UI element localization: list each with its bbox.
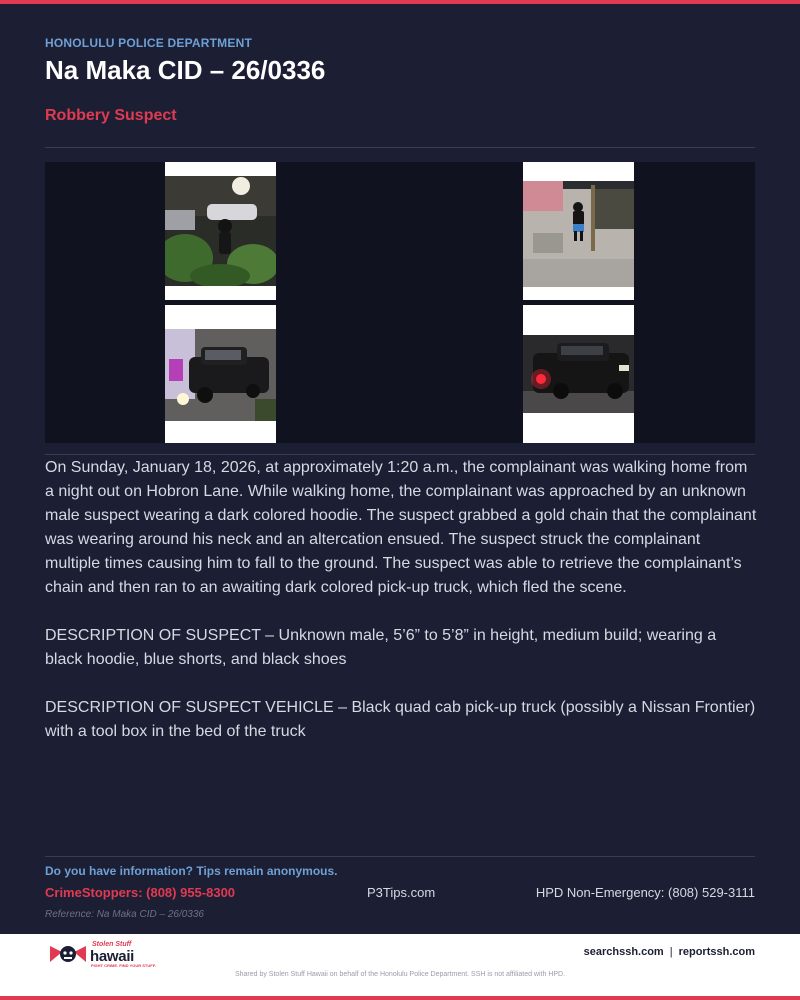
logo-mark-icon [48,942,88,966]
divider [45,147,755,148]
suspect-description: DESCRIPTION OF SUSPECT – Unknown male, 5’6” to 5’8” in height, medium build; wearing a black hoodie, blue shorts, and black shoes [45,627,717,668]
footer-links [584,946,755,958]
logo-text-small: Stolen Stuff [92,941,132,948]
incident-description: On Sunday, January 18, 2026, at approximately 1:20 a.m., the complainant was walking home from a night out on Hobron Lane. While walking home, the complainant was approached by an unknown male suspect wearing a dark colored hoodie. The suspect grabbed a gold chain that the complainant was wearing around his neck and an altercation ensued. The suspect struck the complainant multiple times causing him to fall to the ground. The suspect was able to retrieve the complainant’s chain and then ran to an awaiting dark colored pick-up truck, which fled the scene. [45,459,757,596]
disclaimer: Shared by Stolen Stuff Hawaii on behalf of the Honolulu Police Department. SSH is not affiliated with HPD. [234,971,566,978]
logo-text-big: hawaii [90,948,135,965]
searchssh-link[interactable]: searchssh.com [583,946,664,958]
stolen-stuff-hawaii-logo[interactable] [48,940,158,968]
case-reference: Reference: Na Maka CID – 26/0336 [45,909,204,920]
tips-prompt: Do you have information? Tips remain anonymous. [45,864,338,878]
incident-type: Robbery Suspect [45,107,177,124]
pickup-truck-night-photo[interactable] [165,305,276,443]
top-accent-bar [0,0,800,4]
pickup-truck-taillights-photo[interactable] [523,305,634,443]
vehicle-description: DESCRIPTION OF SUSPECT VEHICLE – Black quad cab pick-up truck (possibly a Nissan Frontier) with a tool box in the bed of the truck [45,699,756,740]
divider [45,454,755,455]
suspect-walking-plants-photo[interactable] [165,162,276,300]
photo-gallery [45,162,755,443]
suspect-sidewalk-photo[interactable] [523,162,634,300]
department-label: HONOLULU POLICE DEPARTMENT [45,36,252,50]
page-title: Na Maka CID – 26/0336 [45,55,326,85]
p3tips-link[interactable]: P3Tips.com [367,885,436,900]
divider [45,856,755,857]
logo-tagline: FIGHT CRIME. FIND YOUR STUFF. [91,963,156,968]
hpd-non-emergency-phone-link[interactable]: HPD Non-Emergency: (808) 529-3111 [535,885,755,900]
bottom-accent-bar [0,996,800,1000]
reportssh-link[interactable]: reportssh.com [678,946,755,958]
crimestoppers-phone-link[interactable]: CrimeStoppers: (808) 955-8300 [45,885,236,900]
link-separator: | [669,946,673,958]
footer [0,934,800,996]
incident-narrative [45,456,757,768]
